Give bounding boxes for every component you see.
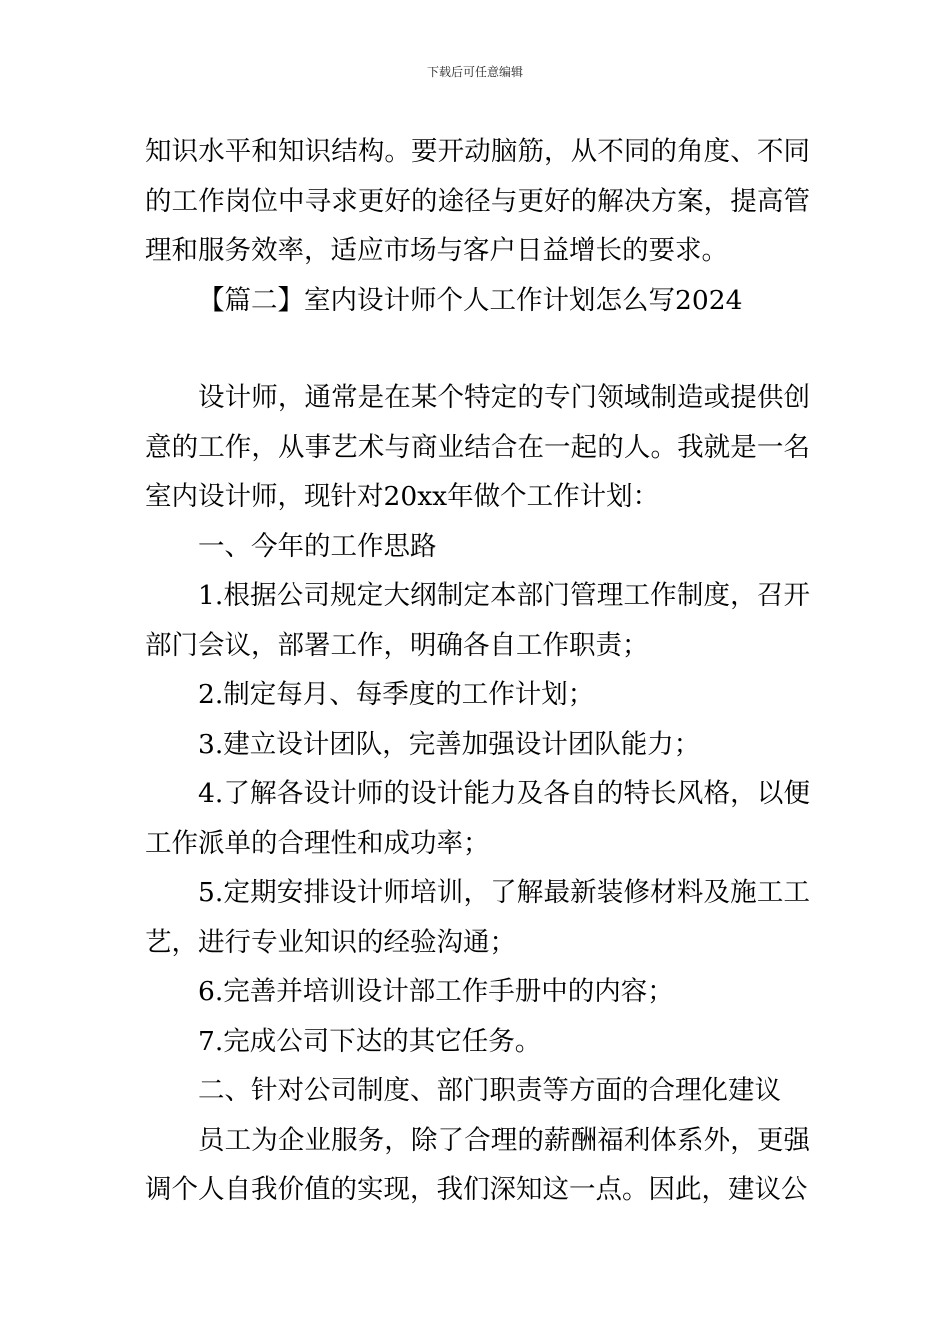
list-item: 3.建立设计团队，完善加强设计团队能力；	[198, 728, 701, 760]
subheading-work-ideas: 一、今年的工作思路	[198, 530, 437, 562]
list-item: 5.定期安排设计师培训，了解最新装修材料及施工工艺，进行专业知识的经验沟通；	[145, 877, 810, 958]
list-item: 6.完善并培训设计部工作手册中的内容；	[198, 976, 674, 1007]
list-item: 4.了解各设计师的设计能力及各自的特长风格，以便工作派单的合理性和成功率；	[145, 778, 810, 859]
paragraph-continuation: 知识水平和知识结构。要开动脑筋，从不同的角度、不同的工作岗位中寻求更好的途径与更好的解决方案，提高管理和服务效率，适应市场与客户日益增长的要求。	[145, 136, 810, 266]
list-item: 7.完成公司下达的其它任务。	[198, 1025, 542, 1057]
paragraph-intro: 设计师，通常是在某个特定的专门领域制造或提供创意的工作，从事艺术与商业结合在一起的人。我就是一名室内设计师，现针对20xx年做个工作计划：	[145, 382, 810, 512]
list-item: 1.根据公司规定大纲制定本部门管理工作制度，召开部门会议，部署工作，明确各自工作职责；	[145, 580, 810, 661]
section-title: 【篇二】室内设计师个人工作计划怎么写2024	[198, 284, 743, 316]
page-header-note: 下载后可任意编辑	[426, 65, 523, 79]
blank-line	[145, 325, 810, 373]
paragraph-suggestion: 员工为企业服务，除了合理的薪酬福利体系外，更强调个人自我价值的实现，我们深知这一点。因此，建议公	[145, 1124, 810, 1205]
list-item: 2.制定每月、每季度的工作计划；	[198, 679, 595, 710]
subheading-suggestions: 二、针对公司制度、部门职责等方面的合理化建议	[198, 1075, 781, 1106]
document-body	[145, 127, 810, 1215]
